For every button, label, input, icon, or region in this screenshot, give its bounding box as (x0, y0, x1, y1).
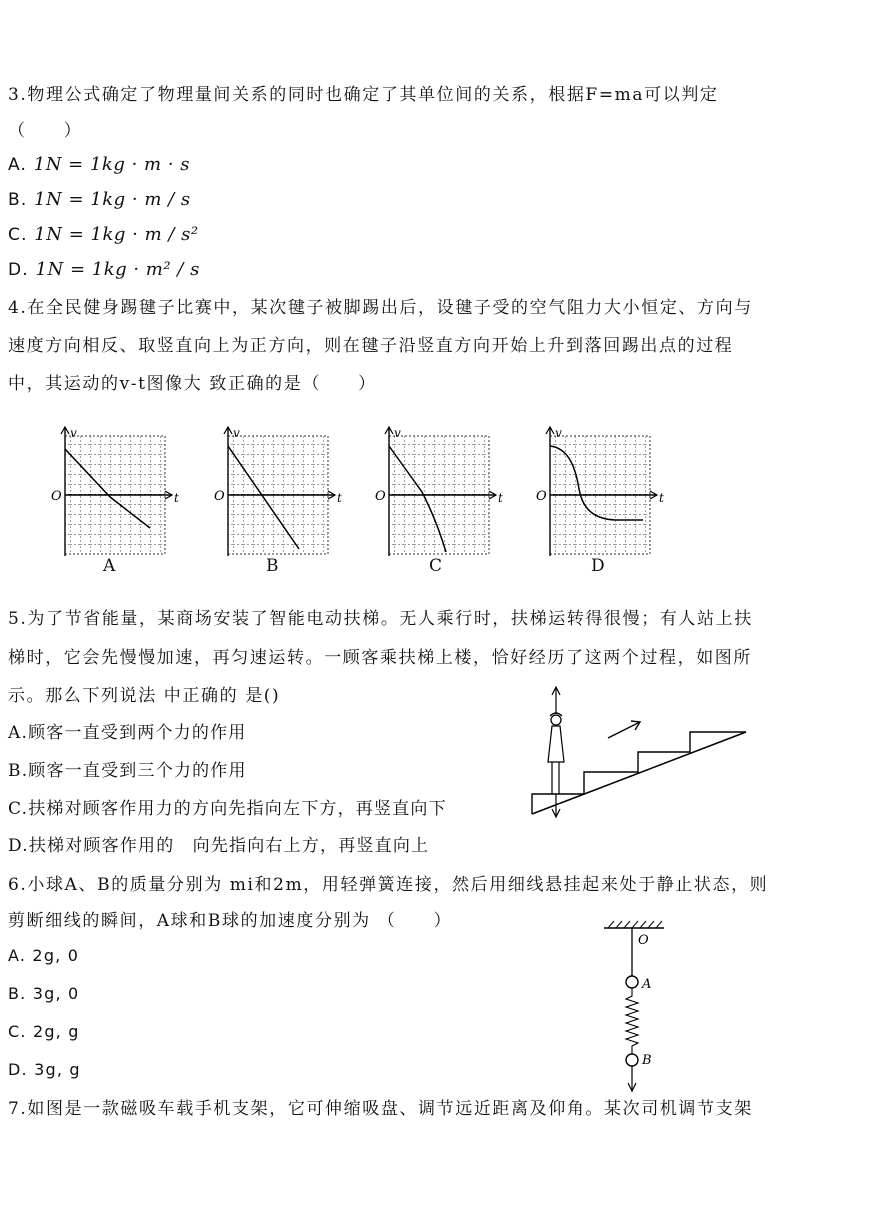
spring-figure-o-label: O (638, 933, 649, 948)
q3-option-a-label: A. (8, 155, 28, 175)
vt-graph-b-label: B (266, 556, 279, 576)
spring-figure-a-label: A (642, 977, 652, 992)
q5-option-a: A.顾客一直受到两个力的作用 (8, 723, 247, 743)
escalator-figure (528, 686, 750, 820)
q3-option-c-label: C. (8, 225, 28, 245)
q3-option-d-formula: 1N = 1kg · m² / s (35, 259, 200, 280)
q5-stem-line1: 5.为了节省能量，某商场安装了智能电动扶梯。无人乘行时，扶梯运转得很慢；有人站上扶 (8, 609, 753, 629)
q3-option-b-formula: 1N = 1kg · m / s (34, 189, 191, 210)
q3-option-c (8, 224, 199, 245)
vt-graph-a-label: A (103, 556, 116, 576)
vt-graph-c-label: C (429, 556, 443, 576)
q3-stem-line1: 3.物理公式确定了物理量间关系的同时也确定了其单位间的关系，根据F=ma可以判定 (8, 85, 719, 105)
vt-graph-a-v-label: v (70, 426, 77, 440)
spring-figure (600, 920, 670, 1095)
q6-option-a: A. 2g, 0 (8, 946, 80, 965)
q3-option-c-formula: 1N = 1kg · m / s² (34, 224, 199, 245)
q7-stem-line1: 7.如图是一款磁吸车载手机支架，它可伸缩吸盘、调节远近距离及仰角。某次司机调节支架 (8, 1099, 753, 1119)
vt-graph-c-v-label: v (394, 426, 401, 440)
vt-graph-a-origin: O (51, 489, 62, 504)
q5-option-c: C.扶梯对顾客作用力的方向先指向左下方，再竖直向下 (8, 799, 447, 819)
q5-stem-line3: 示。那么下列说法 中正确的 是() (8, 686, 281, 706)
q3-option-b (8, 189, 191, 210)
q3-option-d (8, 259, 200, 280)
q3-option-d-label: D. (8, 260, 29, 280)
q3-option-b-label: B. (8, 190, 28, 210)
vt-graph-d-v-label: v (555, 426, 562, 440)
q6-stem-line1: 6.小球A、B的质量分别为 mi和2m，用轻弹簧连接，然后用细线悬挂起来处于静止状态，则 (8, 875, 769, 895)
q3-stem-line2: （ ） (8, 121, 83, 141)
vt-graph-c-origin: O (375, 489, 386, 504)
vt-graph-c-t-label: t (498, 491, 503, 505)
q4-stem-line2: 速度方向相反、取竖直向上为正方向，则在毽子沿竖直方向开始上升到落回踢出点的过程 (8, 336, 734, 356)
q4-stem-line3: 中，其运动的v-t图像大 致正确的是（ ） (8, 374, 377, 394)
vt-graph-b-t-label: t (337, 491, 342, 505)
vt-graph-b-v-label: v (233, 426, 240, 440)
q5-option-b: B.顾客一直受到三个力的作用 (8, 761, 247, 781)
q4-stem-line1: 4.在全民健身踢毽子比赛中，某次毽子被脚踢出后，设毽子受的空气阻力大小恒定、方向与 (8, 298, 753, 318)
q6-option-c: C. 2g, g (8, 1022, 80, 1041)
q6-option-b: B. 3g, 0 (8, 984, 80, 1003)
q6-option-d: D. 3g, g (8, 1060, 81, 1079)
vt-graph-d-label: D (591, 556, 605, 576)
q5-option-d: D.扶梯对顾客作用的 向先指向右上方，再竖直向上 (8, 836, 430, 856)
vt-graph-d-t-label: t (659, 491, 664, 505)
spring-figure-b-label: B (642, 1053, 652, 1068)
q3-option-a-formula: 1N = 1kg · m · s (33, 154, 190, 175)
q6-stem-line2: 剪断细线的瞬间，A球和B球的加速度分别为 （ ） (8, 911, 453, 931)
q5-stem-line2: 梯时，它会先慢慢加速，再匀速运转。一顾客乘扶梯上楼，恰好经历了这两个过程，如图所 (8, 648, 752, 668)
vt-graph-a-t-label: t (174, 491, 179, 505)
vt-graph-b-origin: O (214, 489, 225, 504)
vt-graph-d-origin: O (536, 489, 547, 504)
q3-option-a (8, 154, 190, 175)
